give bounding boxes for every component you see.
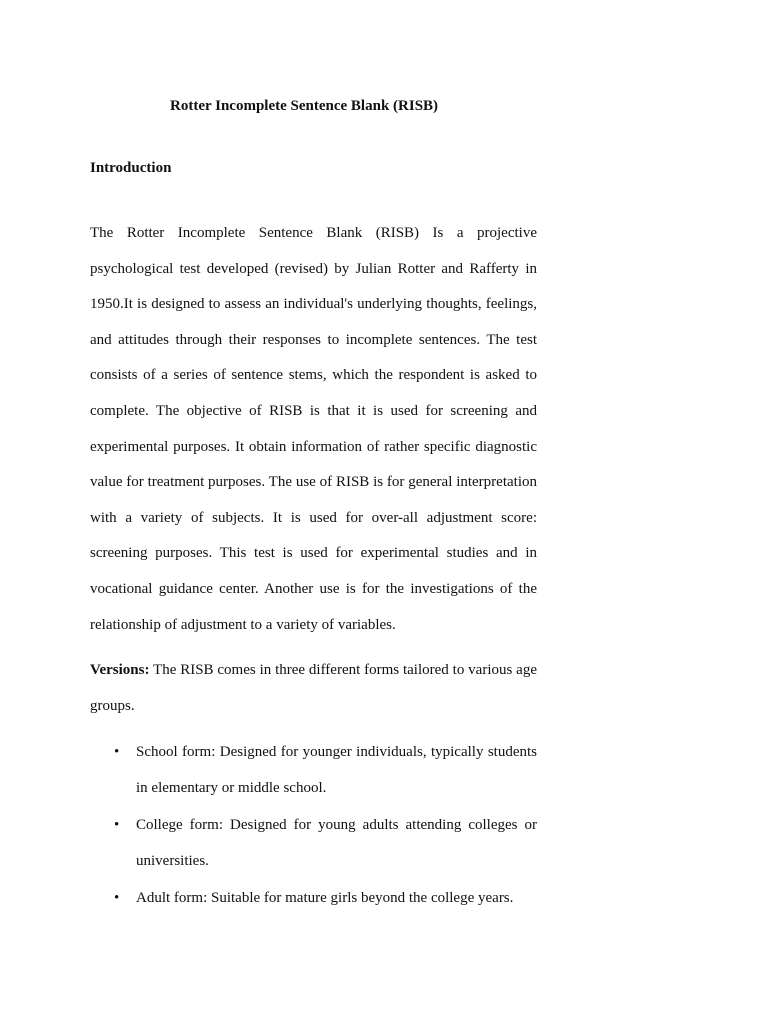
- list-item-text: School form: Designed for younger individuals, typically students in elementary or middle school.: [136, 744, 537, 796]
- bullet-icon: •: [114, 744, 120, 760]
- versions-text: The RISB comes in three different forms tailored to various age groups.: [90, 662, 537, 714]
- introduction-heading: Introduction: [90, 160, 172, 176]
- bullet-icon: •: [114, 890, 120, 906]
- list-item-adult-form: [90, 880, 537, 916]
- versions-label: Versions:: [90, 662, 150, 678]
- introduction-paragraph: The Rotter Incomplete Sentence Blank (RISB) Is a projective psychological test developed (revised) by Julian Rotter and Rafferty in 1950.It is designed to assess an individual's underlying thoughts, feelings, and attitudes through their responses to incomplete sentences. The test consists of a series of sentence stems, which the respondent is asked to complete. The objective of RISB is that it is used for screening and experimental purposes. It obtain information of rather specific diagnostic value for treatment purposes. The use of RISB is for general interpretation with a variety of subjects. It is used for over-all adjustment score: screening purposes. This test is used for experimental studies and in vocational guidance center. Another use is for the investigations of the relationship of adjustment to a variety of variables.: [90, 225, 537, 633]
- list-item-college-form: [90, 807, 537, 879]
- list-item-text: College form: Designed for young adults attending colleges or universities.: [136, 817, 537, 869]
- document-title: Rotter Incomplete Sentence Blank (RISB): [170, 98, 439, 114]
- list-item-school-form: [90, 734, 537, 806]
- versions-paragraph: [90, 652, 537, 724]
- forms-list: [90, 734, 537, 917]
- list-item-text: Adult form: Suitable for mature girls beyond the college years.: [136, 890, 514, 906]
- bullet-icon: •: [114, 817, 120, 833]
